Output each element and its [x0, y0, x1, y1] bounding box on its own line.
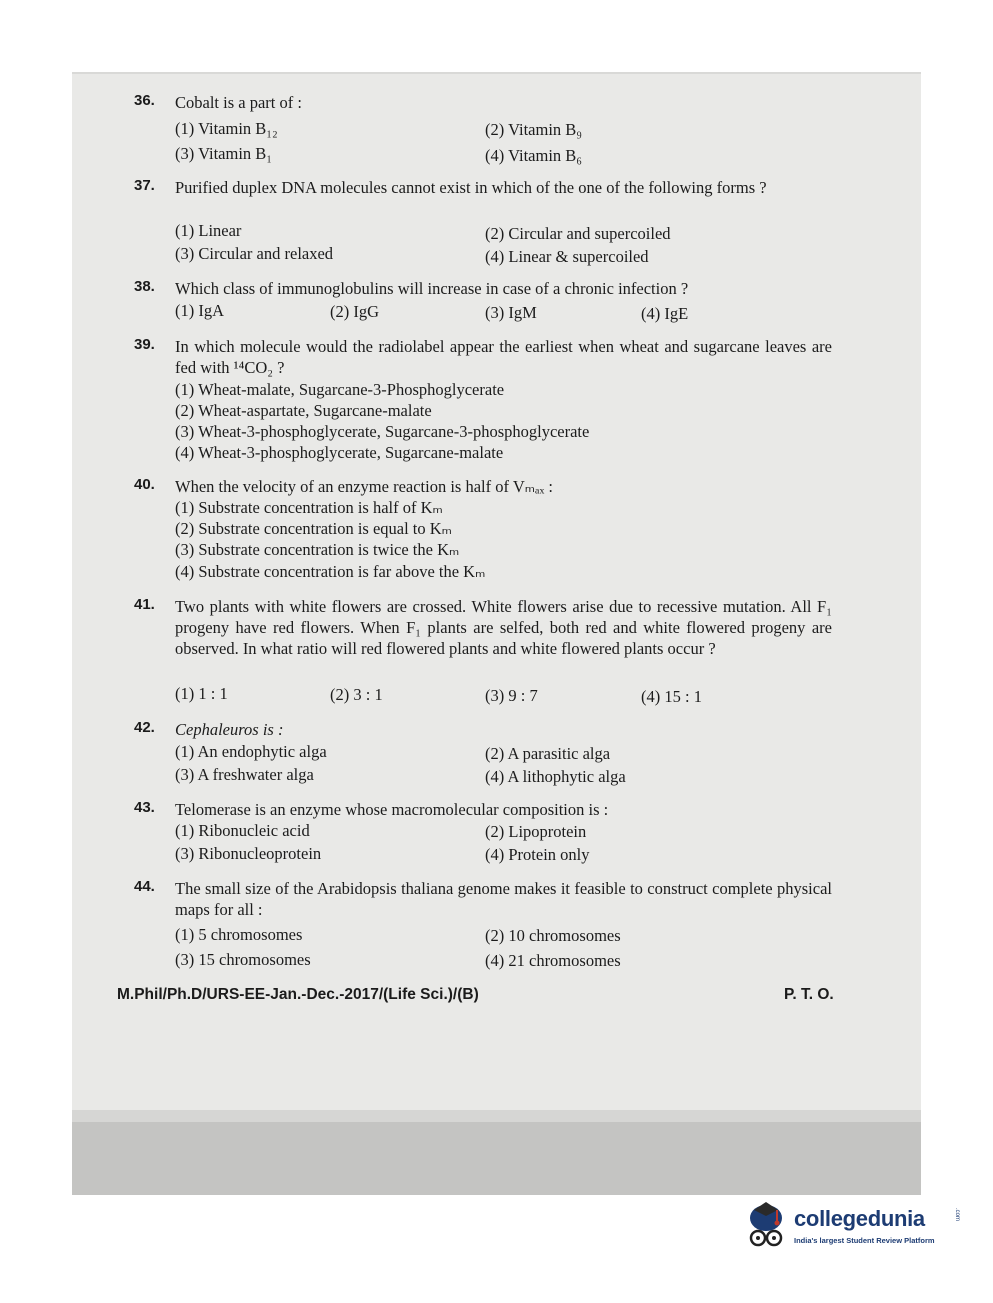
question-text: In which molecule would the radiolabel appear the earliest when wheat and sugarcane leaves are fed with ¹⁴CO₂ ?	[175, 337, 832, 377]
option-4: (4) Protein only	[485, 845, 590, 864]
option-4: (4) A lithophytic alga	[485, 767, 626, 786]
option-1: (1) An endophytic alga	[175, 742, 327, 761]
option-3: (3) Wheat-3-phosphoglycerate, Sugarcane-3-phosphoglycerate	[175, 422, 590, 441]
question-text: Cephaleuros is :	[175, 720, 284, 739]
question-number: 41.	[134, 596, 155, 613]
scanned-page	[72, 72, 921, 1195]
question-text: Cobalt is a part of :	[175, 93, 302, 112]
collegedunia-logo[interactable]	[736, 1196, 966, 1266]
option-1: (1) IgA	[175, 301, 225, 320]
option-2: (2) Substrate concentration is equal to Kₘ	[175, 519, 452, 538]
question-number: 43.	[134, 799, 155, 816]
option-1: (1) Linear	[175, 221, 242, 240]
option-1: (1) Substrate concentration is half of Kₘ	[175, 498, 443, 517]
option-2: (2) A parasitic alga	[485, 744, 611, 763]
question-number: 40.	[134, 476, 155, 493]
option-1: (1) Vitamin B₁₂	[175, 119, 278, 138]
option-3: (3) Substrate concentration is twice the Kₘ	[175, 540, 460, 559]
option-3: (3) IgM	[485, 303, 537, 322]
question-text: The small size of the Arabidopsis thaliana genome makes it feasible to construct complete physical maps for all :	[175, 879, 832, 919]
question-number: 39.	[134, 336, 155, 353]
option-4: (4) IgE	[641, 304, 689, 323]
option-3: (3) 15 chromosomes	[175, 950, 311, 969]
option-1: (1) 1 : 1	[175, 684, 228, 703]
question-text: Which class of immunoglobulins will increase in case of a chronic infection ?	[175, 279, 689, 298]
footer-pto: P. T. O.	[784, 986, 834, 1003]
question-text: Telomerase is an enzyme whose macromolecular composition is :	[175, 800, 609, 819]
option-2: (2) Circular and supercoiled	[485, 224, 671, 243]
option-2: (2) 3 : 1	[330, 685, 383, 704]
option-3: (3) Circular and relaxed	[175, 244, 334, 263]
option-3: (3) Ribonucleoprotein	[175, 844, 322, 863]
option-2: (2) 10 chromosomes	[485, 926, 621, 945]
question-text: Purified duplex DNA molecules cannot exist in which of the one of the following forms ?	[175, 178, 767, 197]
logo-tagline: India's largest Student Review Platform	[794, 1236, 935, 1245]
logo-dotcom: .com	[954, 1208, 960, 1222]
option-4: (4) 15 : 1	[641, 687, 702, 706]
option-3: (3) Vitamin B₁	[175, 144, 273, 163]
question-text: When the velocity of an enzyme reaction is half of Vₘₐₓ :	[175, 477, 554, 496]
paper-edge	[72, 72, 921, 74]
footer-exam-code: M.Phil/Ph.D/URS-EE-Jan.-Dec.-2017/(Life Sci.)/(B)	[117, 986, 479, 1003]
option-2: (2) Wheat-aspartate, Sugarcane-malate	[175, 401, 432, 420]
option-1: (1) 5 chromosomes	[175, 925, 303, 944]
option-4: (4) Linear & supercoiled	[485, 247, 649, 266]
question-number: 36.	[134, 92, 155, 109]
question-text: Two plants with white flowers are crossed. White flowers arise due to recessive mutation. All F₁ progeny have red flowers. When F₁ plants are selfed, both red and white flowered progeny are observed. In what ratio will red flowered plants and white flowered plants occur ?	[175, 597, 832, 658]
option-4: (4) Wheat-3-phosphoglycerate, Sugarcane-malate	[175, 443, 504, 462]
question-number: 42.	[134, 719, 155, 736]
question-number: 37.	[134, 177, 155, 194]
logo-wordmark: collegedunia	[794, 1206, 925, 1231]
option-3: (3) A freshwater alga	[175, 765, 314, 784]
option-1: (1) Wheat-malate, Sugarcane-3-Phosphoglycerate	[175, 380, 505, 399]
option-1: (1) Ribonucleic acid	[175, 821, 310, 840]
option-4: (4) Substrate concentration is far above the Kₘ	[175, 562, 486, 581]
scan-bottom-band	[72, 1122, 921, 1195]
option-2: (2) Lipoprotein	[485, 822, 587, 841]
option-2: (2) Vitamin B₉	[485, 120, 583, 139]
option-3: (3) 9 : 7	[485, 686, 538, 705]
option-2: (2) IgG	[330, 302, 380, 321]
mascot-icon	[736, 1196, 792, 1258]
question-number: 44.	[134, 878, 155, 895]
question-number: 38.	[134, 278, 155, 295]
option-4: (4) Vitamin B₆	[485, 146, 583, 165]
option-4: (4) 21 chromosomes	[485, 951, 621, 970]
